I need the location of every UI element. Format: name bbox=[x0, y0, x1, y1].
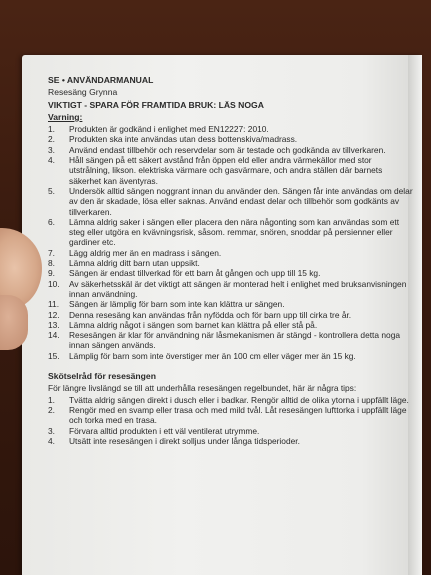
item-number: 4. bbox=[48, 155, 55, 166]
product-name: Resesäng Grynna bbox=[48, 87, 118, 98]
important-notice: VIKTIGT - SPARA FÖR FRAMTIDA BRUK: LÄS NOGA bbox=[48, 99, 264, 110]
item-number: 13. bbox=[48, 319, 60, 330]
item-text: Sängen är endast tillverkad för ett barn åt gången och upp till 15 kg. bbox=[69, 268, 321, 279]
item-text: Produkten är godkänd i enlighet med EN12227: 2010. bbox=[69, 124, 269, 135]
list-item bbox=[48, 248, 413, 258]
item-number: 2. bbox=[48, 134, 55, 145]
item-text: Rengör med en svamp eller trasa och med mild tvål. Låt resesängen lufttorka i uppfällt läge och torka med en trasa. bbox=[69, 404, 407, 426]
item-number: 15. bbox=[48, 350, 60, 361]
item-text: Lämplig för barn som inte överstiger mer än 100 cm eller väger mer än 15 kg. bbox=[69, 350, 356, 361]
finger bbox=[0, 295, 28, 350]
list-item bbox=[48, 310, 413, 320]
item-number: 12. bbox=[48, 309, 60, 320]
item-number: 10. bbox=[48, 278, 60, 289]
list-item bbox=[48, 145, 413, 155]
item-text: Sängen är lämplig för barn som inte kan klättra ur sängen. bbox=[69, 299, 285, 310]
list-item bbox=[48, 436, 413, 446]
list-item bbox=[48, 124, 413, 134]
item-text: Produkten ska inte användas utan dess bottenskiva/madrass. bbox=[69, 134, 298, 145]
list-item bbox=[48, 155, 413, 186]
item-text: Denna resesäng kan användas från nyfödda och för barn upp till cirka tre år. bbox=[69, 309, 352, 320]
care-title: Skötselråd för resesängen bbox=[48, 371, 156, 382]
manual-header: SE • ANVÄNDARMANUAL bbox=[48, 75, 154, 85]
list-item bbox=[48, 351, 413, 361]
item-number: 7. bbox=[48, 247, 55, 258]
list-item bbox=[48, 330, 413, 351]
item-text: Undersök alltid sängen noggrant innan du använder den. Sängen får inte användas om delar av den är skadade, lösa eller saknas. Använd endast delar och tillbehör som godkänts av tillverkaren. bbox=[69, 185, 413, 217]
care-list bbox=[48, 395, 413, 446]
list-item bbox=[48, 268, 413, 278]
list-item bbox=[48, 320, 413, 330]
care-intro: För längre livslängd se till att underhålla resesängen regelbundet, här är några tips: bbox=[48, 383, 357, 394]
item-text: Lämna aldrig saker i sängen eller placera den nära någonting som kan användas som ett steg eller utgöra en kvävningsrisk, såsom. remmar, snören, snoddar på persienner eller gardiner etc. bbox=[69, 216, 400, 248]
item-text: Av säkerhetsskäl är det viktigt att sängen är monterad helt i enlighet med bruksanvisningen innan användning. bbox=[69, 278, 407, 299]
item-text: Resesängen är klar för användning när låsmekanismen är stängd - kontrollera detta noga innan sängen används. bbox=[69, 330, 401, 351]
list-item bbox=[48, 258, 413, 268]
manual-content bbox=[48, 75, 413, 446]
item-text: Lämna aldrig ditt barn utan uppsikt. bbox=[69, 258, 200, 269]
item-number: 1. bbox=[48, 124, 55, 135]
list-item bbox=[48, 405, 413, 426]
item-number: 14. bbox=[48, 330, 60, 341]
item-number: 3. bbox=[48, 144, 55, 155]
item-number: 1. bbox=[48, 394, 55, 405]
list-item bbox=[48, 299, 413, 309]
item-number: 3. bbox=[48, 425, 55, 436]
warning-list bbox=[48, 124, 413, 361]
item-text: Lämna aldrig något i sängen som barnet kan klättra på eller stå på. bbox=[69, 319, 318, 330]
warning-title: Varning: bbox=[48, 111, 83, 122]
item-text: Tvätta aldrig sängen direkt i dusch eller i badkar. Rengör alltid de olika ytorna i uppfällt läge. bbox=[69, 394, 409, 405]
list-item bbox=[48, 426, 413, 436]
item-number: 5. bbox=[48, 185, 55, 196]
item-number: 4. bbox=[48, 435, 55, 446]
list-item bbox=[48, 217, 413, 248]
list-item bbox=[48, 134, 413, 144]
item-number: 2. bbox=[48, 404, 55, 415]
item-number: 9. bbox=[48, 268, 55, 279]
item-text: Lägg aldrig mer än en madrass i sängen. bbox=[69, 247, 222, 258]
item-text: Utsätt inte resesängen i direkt solljus under långa tidsperioder. bbox=[69, 435, 300, 446]
item-text: Använd endast tillbehör och reservdelar som är testade och godkända av tillverkaren. bbox=[69, 144, 386, 155]
item-number: 11. bbox=[48, 299, 60, 310]
item-number: 8. bbox=[48, 258, 55, 269]
list-item bbox=[48, 395, 413, 405]
list-item bbox=[48, 279, 413, 300]
item-number: 6. bbox=[48, 216, 55, 227]
manual-page bbox=[22, 55, 422, 575]
item-text: Håll sängen på ett säkert avstånd från öppen eld eller andra värmekällor med stor utstrålning, likson. elektriska värmare och gasvärmare, och andra ställen där barnets säkerhet kan äventyras. bbox=[69, 155, 383, 186]
item-text: Förvara alltid produkten i ett väl ventilerat utrymme. bbox=[69, 425, 260, 436]
list-item bbox=[48, 186, 413, 217]
